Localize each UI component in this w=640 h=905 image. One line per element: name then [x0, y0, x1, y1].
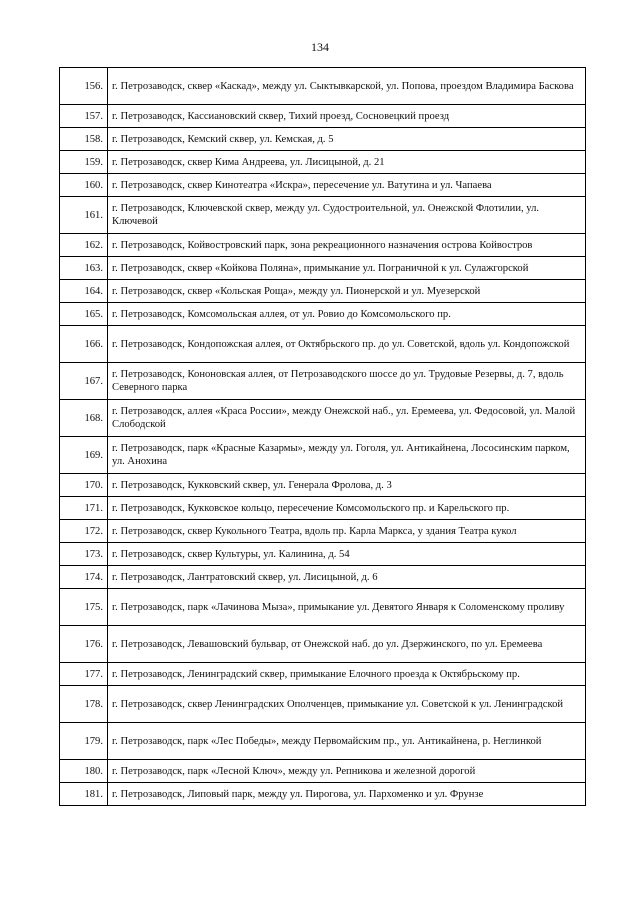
row-description: г. Петрозаводск, Кононовская аллея, от Петрозаводского шоссе до ул. Трудовые Резервы, д. 7, вдоль Северного парка — [108, 363, 586, 400]
row-number: 171. — [60, 497, 108, 520]
table-row — [60, 589, 586, 626]
table-row — [60, 257, 586, 280]
row-description: г. Петрозаводск, Кемский сквер, ул. Кемская, д. 5 — [108, 128, 586, 151]
table-row — [60, 197, 586, 234]
row-number: 163. — [60, 257, 108, 280]
row-number: 177. — [60, 663, 108, 686]
row-number: 159. — [60, 151, 108, 174]
page-number: 134 — [311, 40, 329, 54]
row-number: 173. — [60, 543, 108, 566]
row-number: 174. — [60, 566, 108, 589]
table-row — [60, 105, 586, 128]
table-row — [60, 760, 586, 783]
row-number: 167. — [60, 363, 108, 400]
row-description: г. Петрозаводск, аллея «Краса России», между Онежской наб., ул. Еремеева, ул. Федосовой, ул. Малой Слободской — [108, 400, 586, 437]
row-number: 165. — [60, 303, 108, 326]
row-description: г. Петрозаводск, Койвостровский парк, зона рекреационного назначения острова Койвостров — [108, 234, 586, 257]
row-number: 180. — [60, 760, 108, 783]
row-number: 169. — [60, 437, 108, 474]
row-description: г. Петрозаводск, сквер Культуры, ул. Калинина, д. 54 — [108, 543, 586, 566]
table-row — [60, 497, 586, 520]
table-row — [60, 326, 586, 363]
row-description: г. Петрозаводск, Ключевской сквер, между ул. Судостроительной, ул. Онежской Флотилии, ул. Ключевой — [108, 197, 586, 234]
row-description: г. Петрозаводск, парк «Красные Казармы», между ул. Гоголя, ул. Антикайнена, Лососинским парком, ул. Анохина — [108, 437, 586, 474]
row-number: 158. — [60, 128, 108, 151]
row-description: г. Петрозаводск, сквер «Каскад», между ул. Сыктывкарской, ул. Попова, проездом Владимира Баскова — [108, 68, 586, 105]
table-row — [60, 437, 586, 474]
table-row — [60, 723, 586, 760]
row-description: г. Петрозаводск, Лантратовский сквер, ул. Лисицыной, д. 6 — [108, 566, 586, 589]
row-number: 168. — [60, 400, 108, 437]
row-description: г. Петрозаводск, сквер Ленинградских Ополченцев, примыкание ул. Советской к ул. Ленинградской — [108, 686, 586, 723]
table-row — [60, 363, 586, 400]
row-description: г. Петрозаводск, Кондопожская аллея, от Октябрьского пр. до ул. Советской, вдоль ул. Кондопожской — [108, 326, 586, 363]
row-description: г. Петрозаводск, парк «Лес Победы», между Первомайским пр., ул. Антикайнена, р. Неглинкой — [108, 723, 586, 760]
row-description: г. Петрозаводск, Кукковское кольцо, пересечение Комсомольского пр. и Карельского пр. — [108, 497, 586, 520]
row-number: 175. — [60, 589, 108, 626]
row-number: 172. — [60, 520, 108, 543]
table-row — [60, 783, 586, 806]
table-row — [60, 626, 586, 663]
registry-table — [59, 67, 586, 806]
table-row — [60, 303, 586, 326]
row-description: г. Петрозаводск, сквер «Койкова Поляна», примыкание ул. Пограничной к ул. Сулажгорской — [108, 257, 586, 280]
row-description: г. Петрозаводск, Кукковский сквер, ул. Генерала Фролова, д. 3 — [108, 474, 586, 497]
row-number: 181. — [60, 783, 108, 806]
row-number: 178. — [60, 686, 108, 723]
table-row — [60, 400, 586, 437]
table-row — [60, 520, 586, 543]
table-row — [60, 128, 586, 151]
table-row — [60, 151, 586, 174]
row-description: г. Петрозаводск, сквер Кукольного Театра, вдоль пр. Карла Маркса, у здания Театра кукол — [108, 520, 586, 543]
row-number: 176. — [60, 626, 108, 663]
row-description: г. Петрозаводск, сквер «Кольская Роща», между ул. Пионерской и ул. Муезерской — [108, 280, 586, 303]
row-description: г. Петрозаводск, сквер Кима Андреева, ул. Лисицыной, д. 21 — [108, 151, 586, 174]
row-description: г. Петрозаводск, парк «Лачинова Мыза», примыкание ул. Девятого Января к Соломенскому проливу — [108, 589, 586, 626]
row-number: 179. — [60, 723, 108, 760]
row-description: г. Петрозаводск, Левашовский бульвар, от Онежской наб. до ул. Дзержинского, по ул. Еремеева — [108, 626, 586, 663]
table-row — [60, 663, 586, 686]
row-number: 161. — [60, 197, 108, 234]
table-row — [60, 566, 586, 589]
table-row — [60, 280, 586, 303]
row-number: 157. — [60, 105, 108, 128]
table-row — [60, 234, 586, 257]
row-description: г. Петрозаводск, Комсомольская аллея, от ул. Ровио до Комсомольского пр. — [108, 303, 586, 326]
row-description: г. Петрозаводск, Ленинградский сквер, примыкание Елочного проезда к Октябрьскому пр. — [108, 663, 586, 686]
row-number: 162. — [60, 234, 108, 257]
table-row — [60, 68, 586, 105]
table-row — [60, 686, 586, 723]
row-description: г. Петрозаводск, парк «Лесной Ключ», между ул. Репникова и железной дорогой — [108, 760, 586, 783]
row-description: г. Петрозаводск, сквер Кинотеатра «Искра», пересечение ул. Ватутина и ул. Чапаева — [108, 174, 586, 197]
row-number: 160. — [60, 174, 108, 197]
row-number: 166. — [60, 326, 108, 363]
row-number: 164. — [60, 280, 108, 303]
row-description: г. Петрозаводск, Липовый парк, между ул. Пирогова, ул. Пархоменко и ул. Фрунзе — [108, 783, 586, 806]
table-row — [60, 543, 586, 566]
row-number: 156. — [60, 68, 108, 105]
table-row — [60, 174, 586, 197]
table-row — [60, 474, 586, 497]
row-description: г. Петрозаводск, Кассиановский сквер, Тихий проезд, Сосновецкий проезд — [108, 105, 586, 128]
row-number: 170. — [60, 474, 108, 497]
